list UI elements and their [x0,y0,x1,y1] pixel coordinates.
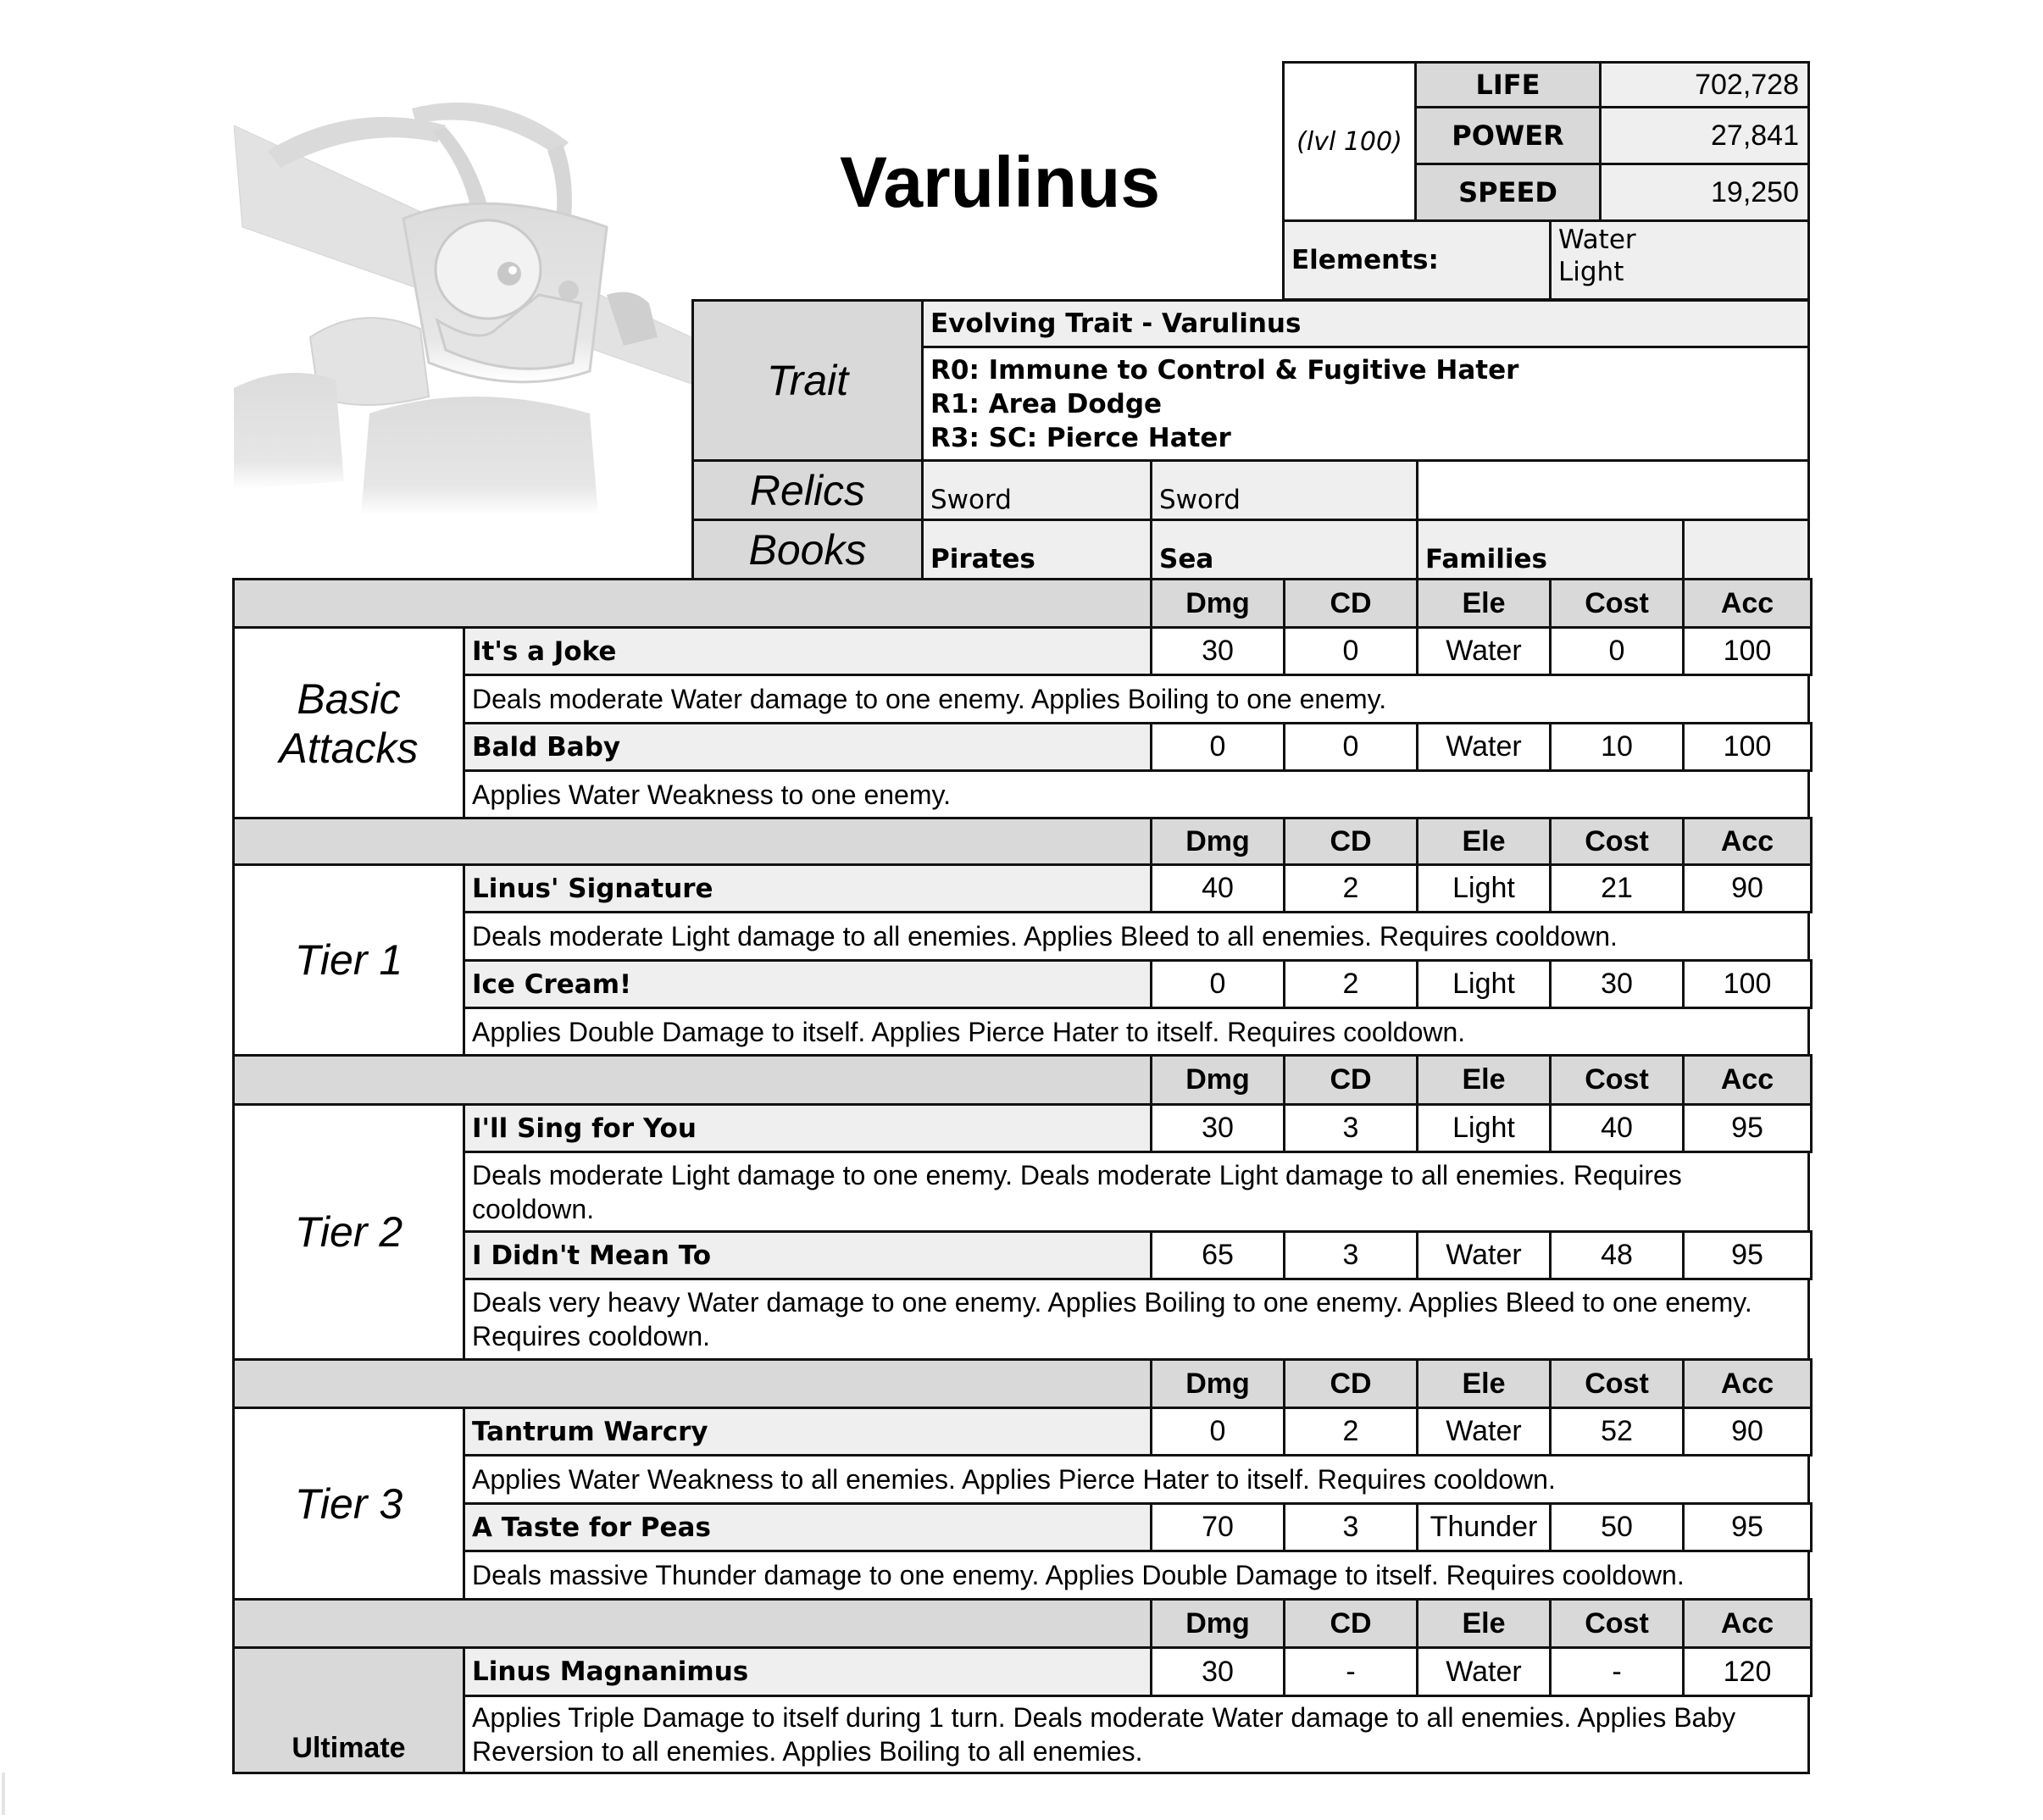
column-header-ele [1416,817,1552,866]
trait-title-cell [921,299,1810,348]
book-3-name: Families [1425,544,1547,574]
skill-ele-text: Water [1446,1415,1522,1447]
skill-ele-text: Water [1446,1239,1522,1271]
skill-dmg-text: 70 [1202,1511,1234,1543]
skill-name [463,1646,1152,1697]
skill-acc-text: 90 [1731,1415,1763,1447]
relics-label-cell [691,459,924,521]
skill-dmg [1150,722,1285,772]
skill-description-text: Deals massive Thunder damage to one enemy. Applies Double Damage to itself. Requires cooldown. [472,1560,1685,1590]
skill-description [463,1550,1810,1601]
skill-acc [1682,722,1813,772]
column-header-cd-text: CD [1330,586,1372,619]
skill-acc-text: 95 [1731,1239,1763,1271]
skill-ele-text: Light [1452,872,1515,904]
skill-name-text: Linus Magnanimus [472,1656,749,1687]
skill-description [463,1695,1810,1774]
section-header-blank [232,817,1152,866]
skill-name-text: It's a Joke [472,635,617,667]
stat-life-label-text: LIFE [1475,69,1541,101]
elements-values-cell [1549,219,1810,301]
book-slot-3 [1416,519,1685,580]
skill-acc-text: 100 [1723,968,1772,1000]
column-header-ele [1416,578,1552,629]
skill-description-text: Deals moderate Light damage to all enemies. Applies Bleed to all enemies. Requires cooldown. [472,921,1618,952]
stat-power-value-text: 27,841 [1711,119,1799,152]
skill-cost-text: - [1612,1655,1622,1688]
skill-cd [1283,1502,1418,1552]
column-header-cd [1283,1054,1418,1106]
skill-acc-text: 100 [1723,635,1772,667]
level-label: (lvl 100) [1296,126,1402,157]
book-slot-2 [1150,519,1418,580]
skill-name [463,1230,1152,1280]
edge-mark [2,1773,5,1815]
skill-acc [1682,1502,1813,1552]
column-header-dmg [1150,1054,1285,1106]
column-header-cd [1283,1358,1418,1409]
skill-acc-text: 120 [1723,1655,1772,1688]
skill-acc [1682,1646,1813,1697]
stat-power-label-text: POWER [1452,119,1564,152]
skill-cd [1283,1407,1418,1457]
skill-name [463,959,1152,1009]
skill-acc [1682,1103,1813,1153]
relics-label: Relics [749,466,866,514]
skill-cost [1549,1230,1685,1280]
skill-dmg-text: 40 [1202,872,1234,904]
skill-cd-text: 0 [1342,635,1359,667]
skill-ele [1416,1407,1552,1457]
elements-label: Elements: [1291,245,1439,275]
section-label-tier-3 [232,1407,465,1601]
skill-description [463,1278,1810,1361]
skill-cost [1549,1646,1685,1697]
skill-description-text: Deals very heavy Water damage to one enemy. Applies Boiling to one enemy. Applies Bleed to one enemy. Requires cooldown. [472,1287,1752,1351]
column-header-cost-text: Cost [1585,1063,1649,1096]
skill-cd-text: 2 [1342,1415,1359,1447]
stat-power-value [1599,106,1810,165]
stat-life-value [1599,61,1810,108]
skill-name-text: I'll Sing for You [472,1113,697,1144]
column-header-ele [1416,1358,1552,1409]
section-header-blank [232,578,1152,629]
skill-description-text: Deals moderate Light damage to one enemy. Deals moderate Light damage to all enemies. Requires cooldown. [472,1159,1682,1224]
skill-acc [1682,959,1813,1009]
skill-description-text: Applies Water Weakness to one enemy. [472,780,952,810]
skill-description [463,1007,1810,1057]
skill-cost [1549,959,1685,1009]
section-label-tier-2-text: Tier 2 [294,1208,403,1256]
column-header-cost [1549,1054,1685,1106]
column-header-cost-text: Cost [1585,1367,1649,1400]
monster-name: Varulinus [839,141,1161,222]
skill-cd-text: 2 [1342,968,1359,1000]
skill-name [463,626,1152,676]
relic-slot-1 [921,459,1152,521]
skill-ele [1416,722,1552,772]
skill-dmg-text: 65 [1202,1239,1234,1271]
skill-cost-text: 30 [1601,968,1633,1000]
column-header-ele-text: Ele [1462,1063,1506,1096]
trait-label: Trait [766,357,849,404]
section-header-blank [232,1598,1152,1649]
skill-ele [1416,626,1552,676]
skill-cost-text: 10 [1601,730,1633,763]
column-header-ele-text: Ele [1462,586,1506,619]
section-label-tier-1 [232,863,465,1057]
skill-dmg [1150,1230,1285,1280]
section-label-ultimate [232,1646,465,1774]
skill-acc-text: 90 [1731,872,1763,904]
skill-cd-text: 3 [1342,1511,1359,1543]
skill-ele-text: Thunder [1430,1511,1538,1543]
column-header-ele [1416,1054,1552,1106]
skill-ele [1416,1502,1552,1552]
relic-2-name: Sword [1159,485,1241,515]
stat-life-label [1414,61,1602,108]
column-header-cost [1549,1358,1685,1409]
column-header-cd-text: CD [1330,1063,1372,1096]
books-label: Books [748,525,867,574]
skill-ele [1416,1646,1552,1697]
skill-cost [1549,722,1685,772]
stat-life-value-text: 702,728 [1695,68,1799,101]
skill-cost-text: 50 [1601,1511,1633,1543]
book-slot-4 [1682,519,1810,580]
skill-name-text: Bald Baby [472,731,621,763]
trait-line-r0: R0: Immune to Control & Fugitive Hater [930,354,1519,386]
column-header-ele [1416,1598,1552,1649]
skill-name [463,1407,1152,1457]
skill-cd [1283,1646,1418,1697]
column-header-cd-text: CD [1330,824,1372,857]
skill-name [463,863,1152,913]
monster-portrait [234,92,691,532]
skill-dmg [1150,626,1285,676]
skill-cd [1283,1103,1418,1153]
section-label-tier-2 [232,1103,465,1361]
column-header-ele-text: Ele [1462,1367,1506,1400]
skill-cost-text: 21 [1601,872,1633,904]
skill-name [463,1103,1152,1153]
column-header-dmg-text: Dmg [1185,824,1250,857]
level-cell [1282,61,1417,222]
column-header-dmg [1150,1358,1285,1409]
stat-speed-value [1599,163,1810,222]
section-label-basic-attacks-text: Basic Attacks [279,674,419,772]
column-header-dmg [1150,1598,1285,1649]
column-header-cd [1283,578,1418,629]
stat-speed-label [1414,163,1602,222]
trait-line-r1: R1: Area Dodge [930,388,1163,419]
skill-cd [1283,722,1418,772]
skill-cd [1283,626,1418,676]
relic-slot-2 [1150,459,1418,521]
books-label-cell [691,519,924,580]
skill-name-text: I Didn't Mean To [472,1240,712,1271]
skill-dmg-text: 30 [1202,635,1234,667]
monster-portrait-icon [234,92,691,532]
column-header-ele-text: Ele [1462,824,1506,857]
skill-cost [1549,626,1685,676]
skill-cd-text: 3 [1342,1112,1359,1144]
skill-description-text: Applies Water Weakness to all enemies. Applies Pierce Hater to itself. Requires cooldown. [472,1464,1556,1495]
column-header-acc [1682,817,1813,866]
skill-description-text: Applies Triple Damage to itself during 1 turn. Deals moderate Water damage to all enemies. Applies Baby Reversion to all enemies. Applies Boiling to all enemies. [472,1702,1736,1767]
skill-dmg-text: 0 [1209,730,1226,763]
skill-cd [1283,1230,1418,1280]
skill-description [463,769,1810,820]
column-header-acc-text: Acc [1720,824,1774,857]
skill-acc-text: 95 [1731,1511,1763,1543]
trait-label-cell [691,299,924,462]
column-header-cost-text: Cost [1585,1606,1649,1640]
skill-name-text: A Taste for Peas [472,1512,711,1543]
trait-title: Evolving Trait - Varulinus [930,308,1302,339]
skill-description [463,1151,1810,1233]
skill-dmg [1150,1502,1285,1552]
skill-dmg [1150,1407,1285,1457]
column-header-cd-text: CD [1330,1367,1372,1400]
skill-ele [1416,863,1552,913]
skill-cd-text: 3 [1342,1239,1359,1271]
skill-acc [1682,1230,1813,1280]
skill-ele [1416,959,1552,1009]
skill-name-text: Ice Cream! [472,968,632,1000]
skill-acc [1682,626,1813,676]
section-header-blank [232,1358,1152,1409]
skill-ele [1416,1230,1552,1280]
column-header-dmg-text: Dmg [1185,1063,1250,1096]
skill-cost [1549,863,1685,913]
stat-speed-value-text: 19,250 [1711,175,1799,208]
section-header-blank [232,1054,1152,1106]
skill-ele-text: Light [1452,968,1515,1000]
skill-description-text: Applies Double Damage to itself. Applies Pierce Hater to itself. Requires cooldown. [472,1016,1466,1047]
column-header-acc [1682,1054,1813,1106]
column-header-dmg [1150,817,1285,866]
section-label-ultimate-text: Ultimate [291,1732,406,1764]
skill-cost-text: 48 [1601,1239,1633,1271]
skill-description [463,674,1810,724]
stat-speed-label-text: SPEED [1458,176,1557,208]
column-header-acc [1682,1358,1813,1409]
skill-name-text: Linus' Signature [472,873,713,904]
column-header-cost [1549,817,1685,866]
skill-ele-text: Water [1446,635,1522,667]
skill-name [463,1502,1152,1552]
skill-dmg [1150,863,1285,913]
elements-label-cell [1282,219,1552,301]
column-header-cost-text: Cost [1585,824,1649,857]
skill-dmg [1150,1103,1285,1153]
column-header-cost-text: Cost [1585,586,1649,619]
skill-cd-text: 2 [1342,872,1359,904]
skill-acc-text: 100 [1723,730,1772,763]
skill-cd-text: - [1346,1655,1356,1688]
stat-power-label [1414,106,1602,165]
relic-slot-3 [1416,459,1810,521]
skill-cost-text: 0 [1608,635,1625,667]
column-header-acc-text: Acc [1720,1367,1774,1400]
column-header-dmg-text: Dmg [1185,1606,1250,1640]
element-water: Water [1558,225,1636,255]
column-header-dmg-text: Dmg [1185,1367,1250,1400]
skill-dmg [1150,1646,1285,1697]
skill-ele-text: Water [1446,1655,1522,1688]
skill-cost [1549,1407,1685,1457]
column-header-cd [1283,817,1418,866]
skill-name-text: Tantrum Warcry [472,1416,708,1447]
skill-acc-text: 95 [1731,1112,1763,1144]
skill-name [463,722,1152,772]
skill-cd [1283,863,1418,913]
book-1-name: Pirates [930,544,1035,574]
section-label-tier-3-text: Tier 3 [294,1479,403,1528]
trait-lines-cell [921,346,1810,462]
skill-ele-text: Light [1452,1112,1515,1144]
column-header-acc [1682,1598,1813,1649]
skill-cd-text: 0 [1342,730,1359,763]
skill-description [463,911,1810,962]
column-header-acc-text: Acc [1720,586,1774,619]
column-header-cd-text: CD [1330,1606,1372,1640]
skill-description-text: Deals moderate Water damage to one enemy. Applies Boiling to one enemy. [472,684,1387,714]
skill-cost [1549,1502,1685,1552]
skill-cost [1549,1103,1685,1153]
skill-ele [1416,1103,1552,1153]
column-header-acc-text: Acc [1720,1063,1774,1096]
column-header-ele-text: Ele [1462,1606,1506,1640]
column-header-acc [1682,578,1813,629]
column-header-cost [1549,578,1685,629]
skill-description [463,1454,1810,1505]
column-header-dmg [1150,578,1285,629]
trait-line-r3: R3: SC: Pierce Hater [930,422,1231,453]
skill-dmg [1150,959,1285,1009]
column-header-acc-text: Acc [1720,1606,1774,1640]
book-slot-1 [921,519,1152,580]
skill-dmg-text: 0 [1209,1415,1226,1447]
book-2-name: Sea [1159,544,1214,574]
section-label-basic-attacks [232,626,465,820]
skill-dmg-text: 0 [1209,968,1226,1000]
relic-1-name: Sword [930,485,1012,515]
column-header-dmg-text: Dmg [1185,586,1250,619]
skill-cost-text: 52 [1601,1415,1633,1447]
skill-acc [1682,1407,1813,1457]
skill-dmg-text: 30 [1202,1655,1234,1688]
skill-acc [1682,863,1813,913]
element-light: Light [1558,257,1624,287]
column-header-cost [1549,1598,1685,1649]
column-header-cd [1283,1598,1418,1649]
skill-dmg-text: 30 [1202,1112,1234,1144]
skill-cd [1283,959,1418,1009]
skill-ele-text: Water [1446,730,1522,763]
skill-cost-text: 40 [1601,1112,1633,1144]
section-label-tier-1-text: Tier 1 [294,936,403,984]
